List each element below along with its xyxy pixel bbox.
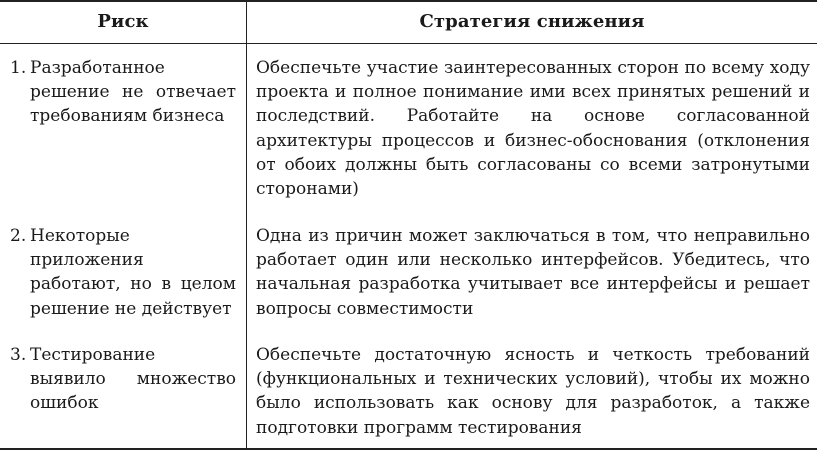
risk-cell: [10, 343, 236, 416]
risk-cell: [10, 56, 236, 129]
strategy-cell: Обеспечьте участие заинтересованных сторон по всему ходу проекта и полное понимание ими всех принятых решений и последствий. Работайте на основе согласованной архитектуры процессов и бизнес-обоснования (отклонения от обоих должны быть согласованы со всеми затронутыми сторонами): [256, 58, 810, 200]
risk-number: 3.: [10, 345, 27, 365]
table-header-rule: [0, 43, 817, 44]
table-row: [0, 224, 817, 334]
risk-text: Некоторые приложения работают, но в целом решение не действует: [30, 226, 236, 319]
risk-cell: [10, 224, 236, 321]
strategy-cell: Одна из причин может заключаться в том, что неправильно работает один или несколько интерфейсов. Убедитесь, что начальная разработка учитывает все интерфейсы и решает вопросы совместимости: [256, 226, 810, 319]
risk-column-header: Риск: [97, 11, 149, 32]
strategy-cell: Обеспечьте достаточную ясность и четкость требований (функциональных и технических условий), чтобы их можно было использовать как основу для разработок, а также подготовки программ тестирования: [256, 345, 810, 438]
risk-number: 2.: [10, 226, 27, 246]
table-row: [0, 56, 817, 218]
strategy-column-header: Стратегия снижения: [419, 11, 645, 32]
table-row: [0, 343, 817, 447]
risk-text: Разработанное решение не отвечает требованиям бизнеса: [30, 58, 236, 127]
risk-number: 1.: [10, 58, 27, 78]
risk-text: Тестирование выявило множество ошибок: [30, 345, 236, 414]
